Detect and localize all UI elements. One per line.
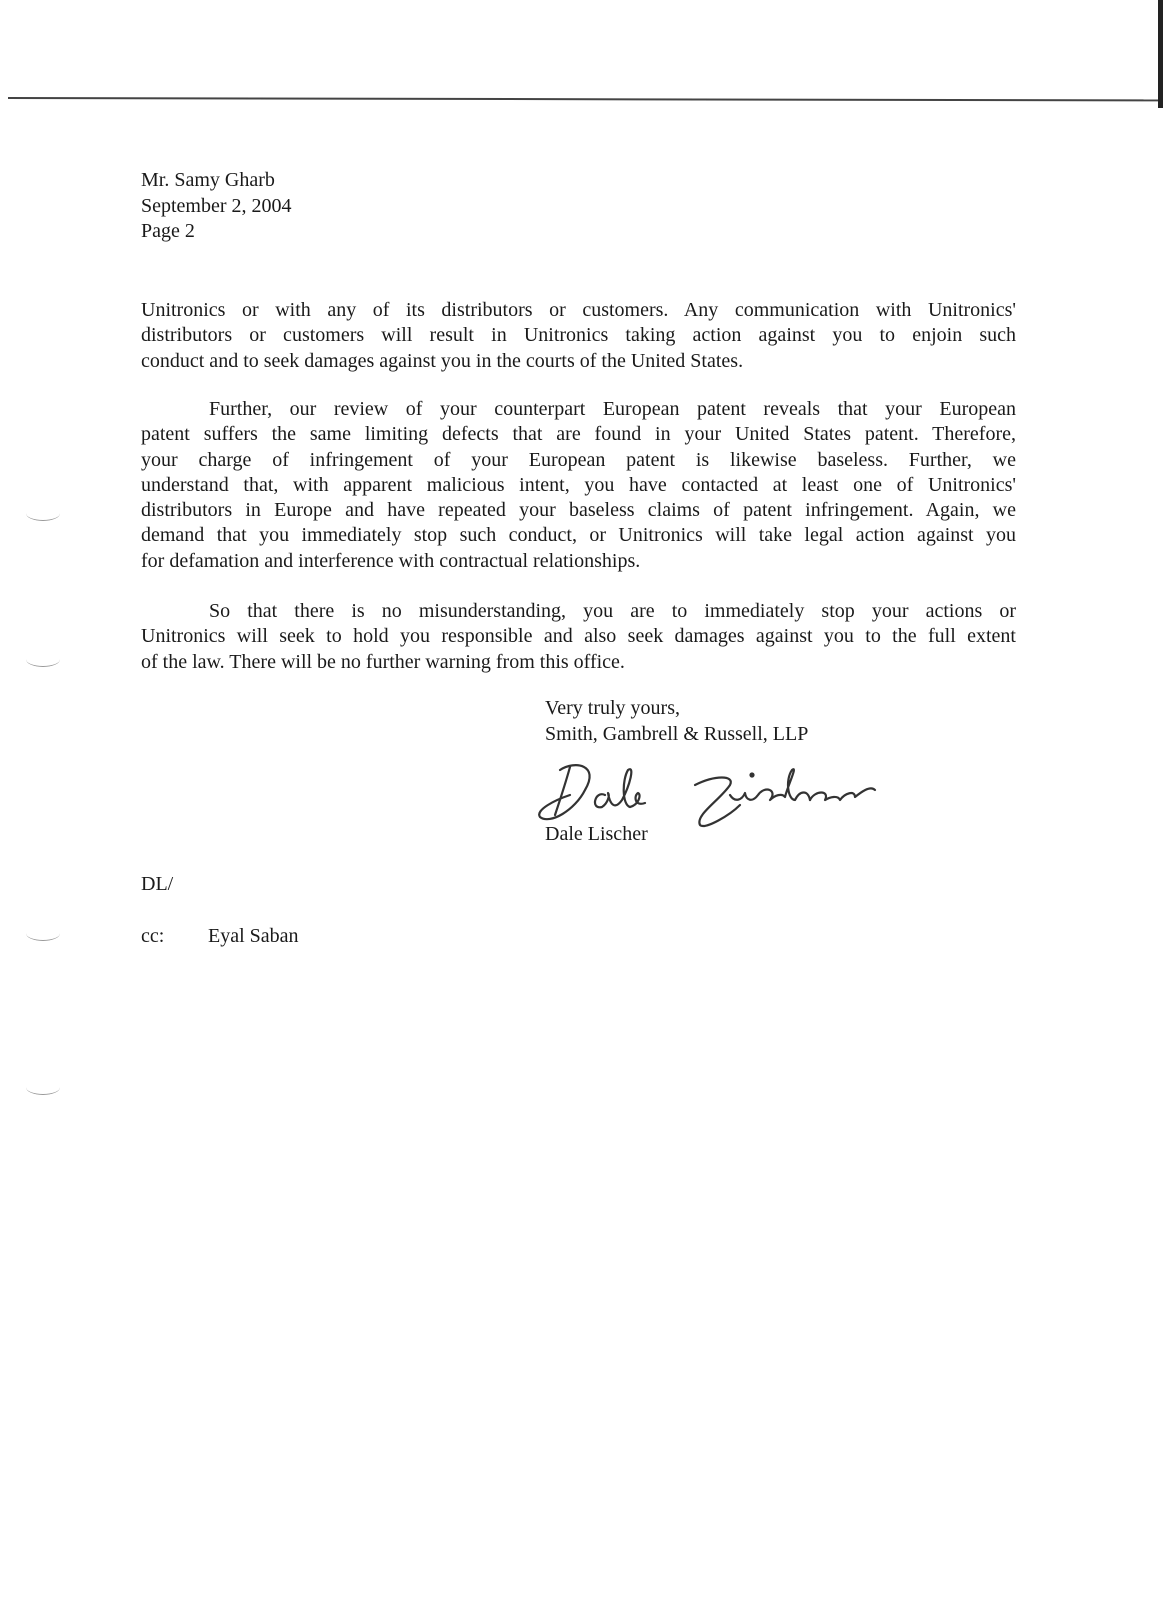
letter-date: September 2, 2004	[141, 194, 292, 217]
cc-line	[141, 925, 299, 948]
text-line: patent suffers the same limiting defects that are found in your United States patent. Therefore,	[141, 423, 1016, 446]
text-line: of the law. There will be no further warning from this office.	[141, 650, 625, 673]
paragraph-2	[141, 397, 1016, 574]
punch-hole-mark	[26, 652, 60, 667]
text-line: Further, our review of your counterpart European patent reveals that your European	[209, 398, 1016, 420]
cc-label: cc:	[141, 925, 165, 947]
text-line: for defamation and interference with contractual relationships.	[141, 549, 641, 572]
closing-salutation: Very truly yours,	[545, 697, 680, 719]
text-line: your charge of infringement of your European patent is likewise baseless. Further, we	[141, 448, 1016, 471]
paragraph-3	[141, 599, 1016, 675]
typist-initials: DL/	[141, 873, 174, 895]
punch-hole-mark	[26, 1080, 60, 1095]
text-line: So that there is no misunderstanding, you are to immediately stop your actions or	[209, 600, 1016, 622]
paragraph-1	[141, 298, 1016, 374]
text-line: distributors or customers will result in Unitronics taking action against you to enjoin such	[141, 324, 1016, 347]
text-line: distributors in Europe and have repeated your baseless claims of patent infringement. Again, we	[141, 499, 1016, 522]
text-line: understand that, with apparent malicious intent, you have contacted at least one of Unitronics'	[141, 473, 1016, 496]
closing-block	[545, 696, 808, 747]
cc-recipient: Eyal Saban	[208, 925, 299, 947]
letter-header	[141, 168, 292, 245]
scan-edge	[1158, 0, 1163, 108]
firm-name: Smith, Gambrell & Russell, LLP	[545, 722, 809, 745]
punch-hole-mark	[26, 506, 60, 521]
signer-name: Dale Lischer	[545, 823, 648, 845]
text-line: demand that you immediately stop such conduct, or Unitronics will take legal action against you	[141, 524, 1016, 547]
text-line: Unitronics will seek to hold you responsible and also seek damages against you to the full extent	[141, 625, 1016, 648]
text-line: conduct and to seek damages against you in the courts of the United States.	[141, 349, 744, 372]
page-number: Page 2	[141, 220, 195, 242]
text-line: Unitronics or with any of its distributors or customers. Any communication with Unitronics'	[141, 299, 1016, 321]
punch-hole-mark	[26, 926, 60, 941]
page-edge-line	[8, 97, 1158, 101]
recipient-name: Mr. Samy Gharb	[141, 169, 275, 191]
